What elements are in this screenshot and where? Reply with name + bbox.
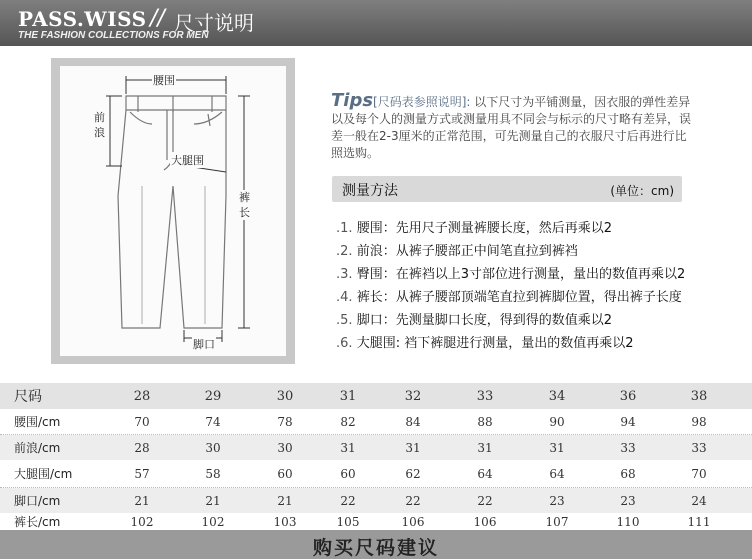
step-number: .6. — [336, 336, 353, 351]
table-cell: 30 — [205, 440, 221, 455]
step-text: 大腿围: 裆下裤腿进行测量，量出的数值再乘以2 — [356, 336, 634, 351]
table-cell: 62 — [405, 466, 421, 481]
footer-title: 购买尺码建议 — [312, 537, 439, 559]
step-number: .2. — [336, 244, 353, 259]
table-cell: 31 — [340, 440, 356, 455]
table-cell: 98 — [691, 414, 707, 429]
table-cell: 60 — [340, 466, 356, 481]
tips-heading: [尺码表参照说明]: — [373, 95, 471, 109]
size-cell: 38 — [690, 388, 708, 404]
hem-label: 脚口 — [193, 338, 215, 351]
size-cell: 33 — [476, 388, 494, 404]
table-cell: 21 — [277, 493, 293, 508]
step-text: 裤长：从裤子腰部顶端笔直拉到裤脚位置，得出裤子长度 — [356, 290, 682, 305]
tips-word: Tips — [331, 90, 374, 111]
size-cell: 30 — [276, 388, 294, 404]
method-title: 测量方法 — [342, 183, 398, 199]
table-cell: 21 — [205, 493, 221, 508]
table-cell: 84 — [405, 414, 421, 429]
step-text: 臀围：在裤裆以上3寸部位进行测量，量出的数值再乘以2 — [356, 267, 686, 282]
table-header-row — [0, 383, 752, 409]
front-rise-label: 前 浪 — [94, 111, 105, 139]
table-cell: 57 — [134, 466, 150, 481]
table-row — [0, 460, 752, 488]
table-cell: 31 — [477, 440, 493, 455]
row-label: 脚口/cm — [14, 494, 61, 508]
title-separator: // — [150, 6, 165, 31]
row-label: 裤长/cm — [14, 515, 61, 529]
step-number: .1. — [336, 221, 353, 236]
table-cell: 64 — [477, 466, 493, 481]
table-cell: 82 — [340, 414, 356, 429]
table-cell: 30 — [277, 440, 293, 455]
table-cell: 21 — [134, 493, 150, 508]
step-text: 脚口：先测量脚口长度，得到得的数值乘以2 — [356, 313, 612, 328]
row-label: 大腿围/cm — [14, 467, 73, 481]
size-cell: 29 — [204, 388, 222, 404]
table-cell: 110 — [616, 514, 640, 529]
step-number: .3. — [336, 267, 353, 282]
table-cell: 74 — [205, 414, 221, 429]
table-cell: 31 — [549, 440, 565, 455]
size-cell: 34 — [548, 388, 566, 404]
table-cell: 22 — [405, 493, 421, 508]
table-cell: 88 — [477, 414, 493, 429]
pants-diagram-frame — [51, 58, 295, 364]
page-title: 尺寸说明 — [174, 11, 254, 35]
table-cell: 64 — [549, 466, 565, 481]
step-number: .5. — [336, 313, 353, 328]
row-label: 前浪/cm — [14, 441, 61, 455]
header-banner — [0, 0, 752, 46]
method-step — [336, 332, 633, 351]
table-cell: 70 — [691, 466, 707, 481]
step-text: 前浪：从裤子腰部正中间笔直拉到裤裆 — [356, 244, 578, 259]
table-cell: 105 — [336, 514, 360, 529]
table-cell: 31 — [405, 440, 421, 455]
thigh-label: 大腿围 — [171, 154, 204, 167]
method-header — [332, 176, 682, 202]
brand-name: PASS.WISS — [18, 7, 147, 31]
table-row — [0, 488, 752, 513]
table-cell: 33 — [620, 440, 636, 455]
brand-tagline: THE FASHION COLLECTIONS FOR MEN — [18, 30, 209, 41]
length-label: 裤 长 — [239, 191, 250, 219]
tips-body: 以下尺寸为平铺测量，因衣服的弹性差异以及每个人的测量方式或测量用具不同会与标示的尺寸略有差异，误差一般在2-3厘米的正常范围，可先测量自己的衣服尺寸后再进行比照选购。 — [331, 95, 692, 160]
method-step — [336, 286, 682, 305]
table-cell: 60 — [277, 466, 293, 481]
table-cell: 94 — [620, 414, 636, 429]
table-cell: 106 — [401, 514, 425, 529]
size-cell: 36 — [619, 388, 637, 404]
step-number: .4. — [336, 290, 353, 305]
table-cell: 23 — [620, 493, 636, 508]
method-step — [336, 309, 612, 328]
table-cell: 68 — [620, 466, 636, 481]
table-cell: 106 — [473, 514, 497, 529]
unit-label: (单位：cm) — [610, 184, 674, 198]
tips-note — [331, 92, 691, 162]
table-cell: 28 — [134, 440, 150, 455]
size-cell: 32 — [404, 388, 422, 404]
table-cell: 90 — [549, 414, 565, 429]
table-cell: 102 — [130, 514, 154, 529]
table-cell: 103 — [273, 514, 297, 529]
table-cell: 23 — [549, 493, 565, 508]
size-header-label: 尺码 — [14, 389, 42, 405]
table-cell: 33 — [691, 440, 707, 455]
footer-banner — [0, 530, 752, 559]
size-cell: 28 — [133, 388, 151, 404]
method-step — [336, 240, 578, 259]
table-cell: 22 — [477, 493, 493, 508]
method-step — [336, 263, 685, 282]
waist-label: 腰围 — [153, 74, 175, 87]
step-text: 腰围：先用尺子测量裤腰长度，然后再乘以2 — [356, 221, 612, 236]
table-row — [0, 435, 752, 460]
table-cell: 107 — [545, 514, 569, 529]
table-row — [0, 409, 752, 435]
pants-diagram — [60, 66, 286, 356]
table-cell: 111 — [687, 514, 711, 529]
row-label: 腰围/cm — [14, 415, 61, 429]
table-cell: 78 — [277, 414, 293, 429]
table-cell: 70 — [134, 414, 150, 429]
table-cell: 102 — [201, 514, 225, 529]
method-step — [336, 217, 612, 236]
size-cell: 31 — [339, 388, 357, 404]
table-cell: 22 — [340, 493, 356, 508]
table-cell: 58 — [205, 466, 221, 481]
table-row — [0, 513, 752, 530]
table-cell: 24 — [691, 493, 707, 508]
